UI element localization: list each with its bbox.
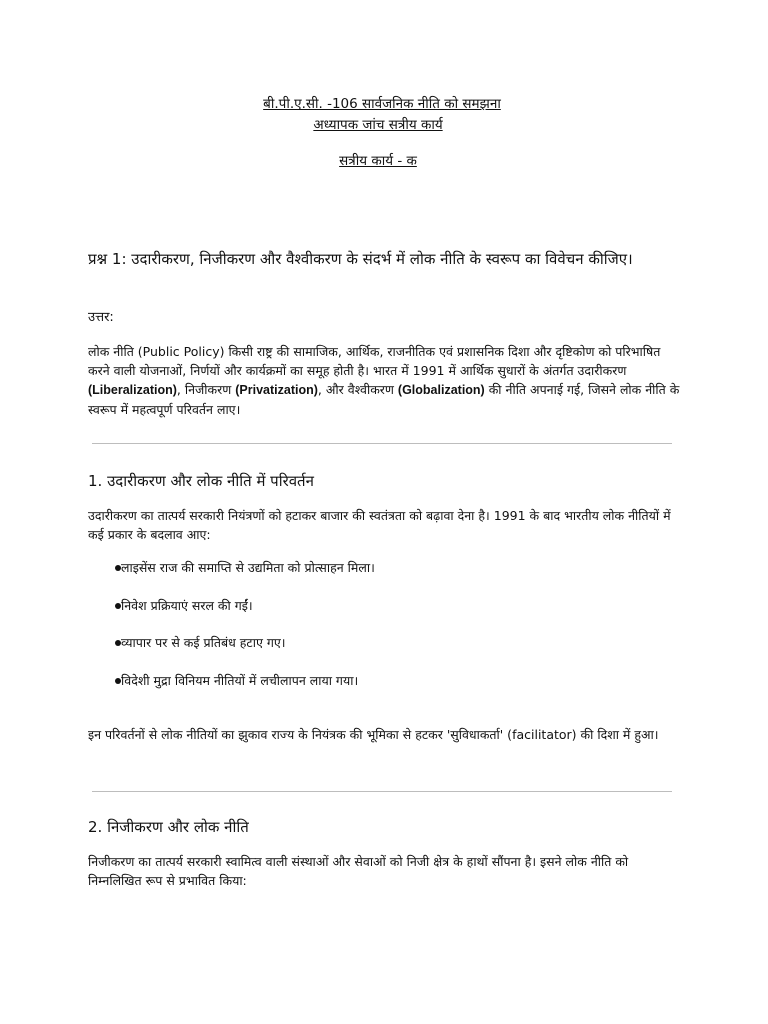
course-title: बी.पी.ए.सी. -106 सार्वजनिक नीति को समझना [263, 96, 501, 112]
intro-term-globalization: (Globalization) [397, 383, 485, 397]
intro-text-1: लोक नीति (Public Policy) किसी राष्ट्र की सामाजिक, आर्थिक, राजनीतिक एवं प्रशासनिक दिशा और दृष्टिकोण को परिभाषित करने वाली योजनाओं, निर्णयों और कार्यक्रमों का समूह होती है। भारत में 1991 में आर्थिक सुधारों के अंतर्गत उदारीकरण [88, 344, 661, 378]
section1-paragraph: उदारीकरण का तात्पर्य सरकारी नियंत्रणों को हटाकर बाजार की स्वतंत्रता को बढ़ावा देना है। 1991 के बाद भारतीय लोक नीतियों में कई प्रकार के बदलाव आए: [88, 508, 671, 542]
list-item: विदेशी मुद्रा विनियम नीतियों में लचीलापन लाया गया। [88, 671, 648, 709]
intro-text-2: , निजीकरण [176, 382, 236, 397]
section1-closing-paragraph: इन परिवर्तनों से लोक नीतियों का झुकाव राज्य के नियंत्रक की भूमिका से हटकर 'सुविधाकर्ता' (facilitator) की दिशा में हुआ। [88, 727, 659, 742]
intro-text-3: , और वैश्वीकरण [317, 382, 398, 397]
list-item: निवेश प्रक्रियाएं सरल की गईं। [88, 596, 648, 634]
question-text: प्रश्न 1: उदारीकरण, निजीकरण और वैश्वीकरण के संदर्भ में लोक नीति के स्वरूप का विवेचन कीजिए। [88, 250, 633, 268]
assignment-subtitle: अध्यापक जांच सत्रीय कार्य [313, 117, 443, 133]
intro-paragraph [88, 342, 683, 419]
answer-label: उत्तर: [88, 310, 114, 325]
section-divider [92, 791, 672, 792]
section1-bullet-list [88, 558, 648, 708]
list-item: व्यापार पर से कई प्रतिबंध हटाए गए। [88, 633, 648, 671]
section1-heading: 1. उदारीकरण और लोक नीति में परिवर्तन [88, 472, 314, 490]
section2-paragraph: निजीकरण का तात्पर्य सरकारी स्वामित्व वाली संस्थाओं और सेवाओं को निजी क्षेत्र के हाथों सौंपना है। इसने लोक नीति को निम्नलिखित रूप से प्रभावित किया: [88, 854, 629, 888]
section-divider [92, 443, 672, 444]
intro-term-privatization: (Privatization) [235, 383, 318, 397]
intro-term-liberalization: (Liberalization) [88, 383, 177, 397]
list-item: लाइसेंस राज की समाप्ति से उद्यमिता को प्रोत्साहन मिला। [88, 558, 648, 596]
section2-heading: 2. निजीकरण और लोक नीति [88, 818, 249, 836]
assignment-section-label: सत्रीय कार्य - क [339, 153, 417, 169]
intro-text-4: की नीति अपनाई गई, जिसने लोक नीति के स्वरूप में महत्वपूर्ण परिवर्तन लाए। [88, 382, 680, 417]
